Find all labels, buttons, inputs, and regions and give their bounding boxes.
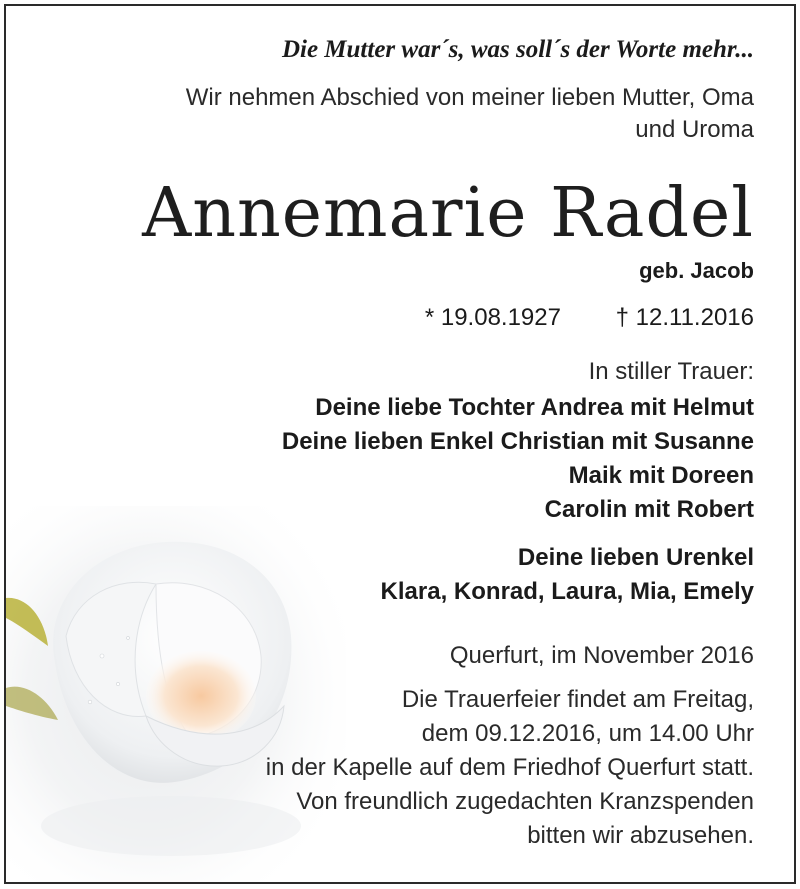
intro-line: Wir nehmen Abschied von meiner lieben Mutter, Oma bbox=[185, 84, 754, 111]
funeral-line: Von freundlich zugedachten Kranzspenden bbox=[296, 788, 754, 815]
mourner-line: Carolin mit Robert bbox=[544, 496, 754, 523]
great-grandchildren-heading: Deine lieben Urenkel bbox=[517, 544, 754, 571]
deceased-name: Annemarie Radel bbox=[142, 174, 754, 253]
mourning-heading: In stiller Trauer: bbox=[588, 358, 754, 385]
life-dates bbox=[425, 304, 754, 332]
place-date: Querfurt, im November 2016 bbox=[449, 642, 754, 669]
maiden-name: geb. Jacob bbox=[639, 258, 754, 283]
death-date: † 12.11.2016 bbox=[615, 304, 754, 331]
obituary-notice bbox=[4, 4, 796, 884]
funeral-line: in der Kapelle auf dem Friedhof Querfurt statt. bbox=[265, 754, 754, 781]
mourner-line: Deine liebe Tochter Andrea mit Helmut bbox=[315, 394, 754, 421]
mourner-line: Maik mit Doreen bbox=[568, 462, 754, 489]
great-grandchildren-names: Klara, Konrad, Laura, Mia, Emely bbox=[380, 578, 754, 605]
funeral-line: bitten wir abzusehen. bbox=[527, 822, 754, 849]
mourner-line: Deine lieben Enkel Christian mit Susanne bbox=[281, 428, 754, 455]
funeral-line: Die Trauerfeier findet am Freitag, bbox=[401, 686, 754, 713]
intro-line: und Uroma bbox=[635, 116, 754, 143]
motto-line: Die Mutter war´s, was soll´s der Worte mehr... bbox=[281, 36, 754, 63]
white-rose-image bbox=[6, 506, 346, 882]
birth-date: * 19.08.1927 bbox=[424, 304, 561, 331]
funeral-line: dem 09.12.2016, um 14.00 Uhr bbox=[421, 720, 754, 747]
